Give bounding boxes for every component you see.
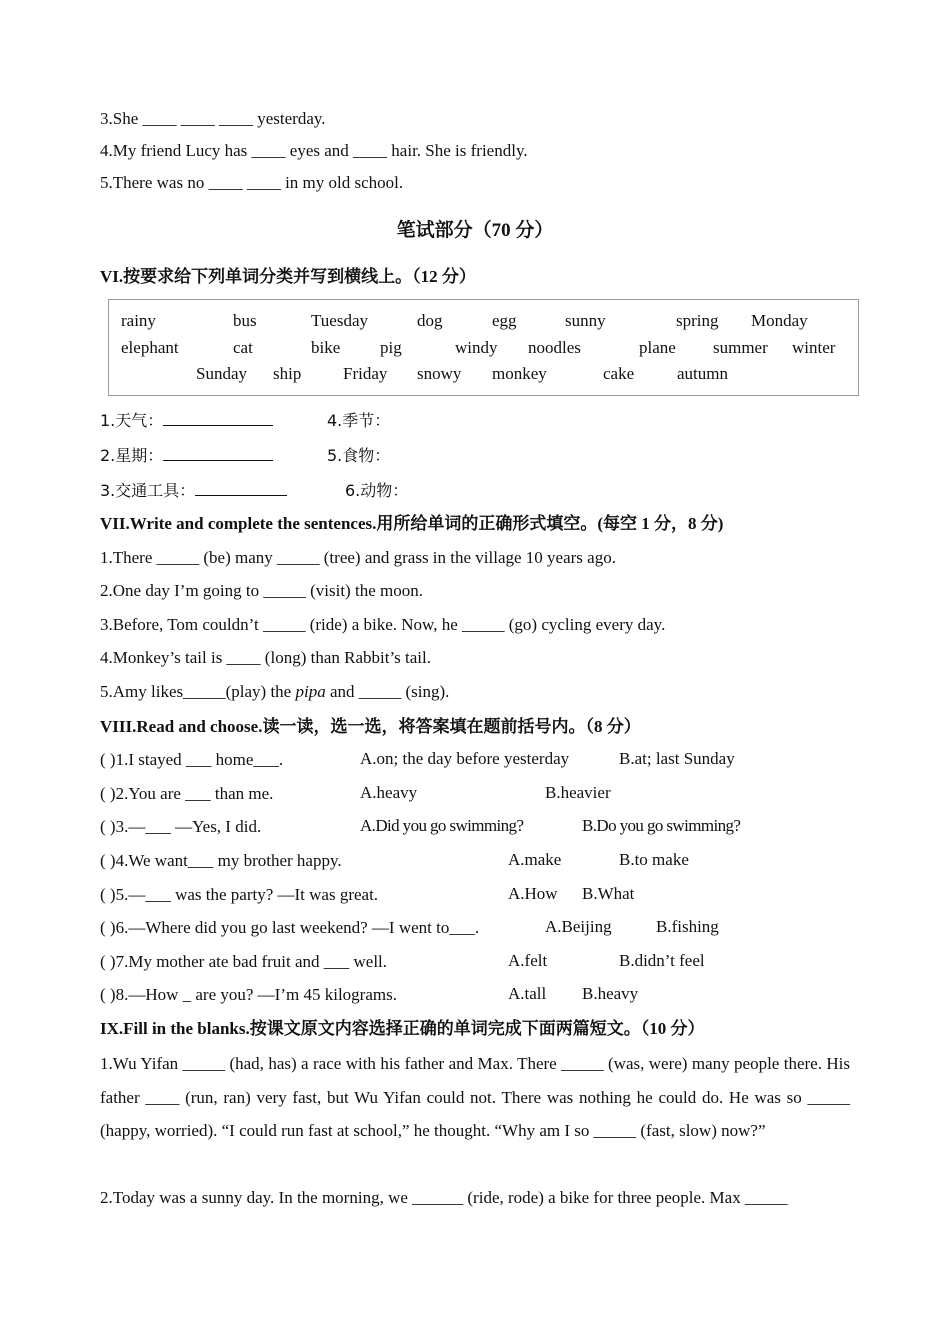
word: egg bbox=[492, 311, 517, 330]
answer-blank[interactable] bbox=[195, 479, 287, 496]
word: dog bbox=[417, 311, 443, 330]
choice-a[interactable]: A.felt bbox=[508, 951, 548, 970]
category-food bbox=[327, 443, 390, 466]
section9-heading: IX.Fill in the blanks.按课文原文内容选择正确的单词完成下面两篇短文。（10 分） bbox=[100, 1019, 705, 1038]
word-bank-box bbox=[108, 299, 859, 396]
word: spring bbox=[676, 311, 719, 330]
written-part-title: 笔试部分（70 分） bbox=[396, 220, 554, 241]
word: cat bbox=[233, 338, 253, 357]
choice-question: ( )3.—___ —Yes, I did. bbox=[100, 817, 262, 836]
section7-item: 2.One day I’m going to _____ (visit) the moon. bbox=[100, 581, 423, 600]
choice-question: ( )6.—Where did you go last weekend? —I went to___. bbox=[100, 918, 480, 937]
choice-a[interactable]: A.Beijing bbox=[545, 917, 612, 936]
choice-question: ( )2.You are ___ than me. bbox=[100, 784, 274, 803]
category-label: 6.动物： bbox=[345, 481, 409, 500]
item5-italic-word: pipa bbox=[295, 682, 326, 701]
answer-blank[interactable] bbox=[163, 409, 273, 426]
category-label: 5.食物： bbox=[327, 446, 391, 465]
category-weather bbox=[100, 408, 273, 431]
word: plane bbox=[639, 338, 676, 357]
word: ship bbox=[273, 364, 302, 383]
choice-question: ( )4.We want___ my brother happy. bbox=[100, 851, 342, 870]
category-transport bbox=[100, 478, 287, 501]
word: pig bbox=[380, 338, 402, 357]
word: autumn bbox=[677, 364, 728, 383]
category-label: 4.季节： bbox=[327, 411, 391, 430]
answer-blank[interactable] bbox=[163, 444, 273, 461]
choice-b[interactable]: B.to make bbox=[619, 850, 689, 869]
choice-a[interactable]: A.on; the day before yesterday bbox=[360, 749, 570, 768]
word: Monday bbox=[751, 311, 808, 330]
section8-heading: VIII.Read and choose.读一读，选一选，将答案填在题前括号内。（8 分） bbox=[100, 717, 641, 736]
section9-passage-2: 2.Today was a sunny day. In the morning, we ______ (ride, rode) a bike for three people. Max _____ bbox=[100, 1188, 788, 1207]
category-label: 3.交通工具： bbox=[100, 481, 196, 500]
word: noodles bbox=[528, 338, 581, 357]
section7-heading: VII.Write and complete the sentences.用所给单词的正确形式填空。(每空 1 分，8 分) bbox=[100, 514, 724, 533]
section7-item: 3.Before, Tom couldn’t _____ (ride) a bike. Now, he _____ (go) cycling every day. bbox=[100, 615, 666, 634]
sentence-5: 5.There was no ____ ____ in my old school. bbox=[100, 173, 404, 192]
choice-b[interactable]: B.didn’t feel bbox=[619, 951, 705, 970]
category-season bbox=[327, 408, 390, 431]
word: elephant bbox=[121, 338, 179, 357]
sentence-4: 4.My friend Lucy has ____ eyes and ____ hair. She is friendly. bbox=[100, 141, 528, 160]
choice-a[interactable]: A.How bbox=[508, 884, 558, 903]
word: summer bbox=[713, 338, 768, 357]
choice-question: ( )8.—How _ are you? —I’m 45 kilograms. bbox=[100, 985, 397, 1004]
choice-question: ( )5.—___ was the party? —It was great. bbox=[100, 885, 379, 904]
section7-item-5 bbox=[100, 681, 449, 703]
choice-b[interactable]: B.heavy bbox=[582, 984, 639, 1003]
choice-question: ( )7.My mother ate bad fruit and ___ well. bbox=[100, 952, 388, 971]
word: rainy bbox=[121, 311, 156, 330]
category-label: 1.天气： bbox=[100, 411, 164, 430]
category-label: 2.星期： bbox=[100, 446, 164, 465]
choice-b[interactable]: B.What bbox=[582, 884, 635, 903]
choice-a[interactable]: A.heavy bbox=[360, 783, 418, 802]
word: windy bbox=[455, 338, 498, 357]
choice-b[interactable]: B.Do you go swimming? bbox=[582, 816, 741, 835]
word: snowy bbox=[417, 364, 462, 383]
word: Friday bbox=[343, 364, 388, 383]
word: Tuesday bbox=[311, 311, 368, 330]
word: monkey bbox=[492, 364, 547, 383]
sentence-3: 3.She ____ ____ ____ yesterday. bbox=[100, 109, 326, 128]
section9-passage-1: 1.Wu Yifan _____ (had, has) a race with his father and Max. There _____ (was, were) many people there. His father ____ (run, ran) very fast, but Wu Yifan could not. There was nothing he could do. He was so _____ (happy, worried). “I could run fast at school,” he thought. “Why am I so _____ (fast, slow) now?” bbox=[100, 1054, 850, 1140]
category-weekday bbox=[100, 443, 273, 466]
word: winter bbox=[792, 338, 836, 357]
word: sunny bbox=[565, 311, 606, 330]
choice-a[interactable]: A.tall bbox=[508, 984, 547, 1003]
choice-a[interactable]: A.Did you go swimming? bbox=[360, 816, 524, 835]
word: bike bbox=[311, 338, 341, 357]
choice-question: ( )1.I stayed ___ home___. bbox=[100, 750, 284, 769]
section7-item: 4.Monkey’s tail is ____ (long) than Rabbit’s tail. bbox=[100, 648, 432, 667]
section6-heading: VI.按要求给下列单词分类并写到横线上。（12 分） bbox=[100, 267, 476, 286]
category-animal bbox=[345, 478, 408, 501]
item5-post: and _____ (sing). bbox=[325, 682, 450, 701]
word: cake bbox=[603, 364, 635, 383]
choice-b[interactable]: B.heavier bbox=[545, 783, 611, 802]
choice-a[interactable]: A.make bbox=[508, 850, 562, 869]
section7-item: 1.There _____ (be) many _____ (tree) and grass in the village 10 years ago. bbox=[100, 548, 616, 567]
choice-b[interactable]: B.fishing bbox=[656, 917, 719, 936]
choice-b[interactable]: B.at; last Sunday bbox=[619, 749, 735, 768]
item5-pre: 5.Amy likes_____(play) the bbox=[100, 682, 296, 701]
word: bus bbox=[233, 311, 257, 330]
word: Sunday bbox=[196, 364, 247, 383]
